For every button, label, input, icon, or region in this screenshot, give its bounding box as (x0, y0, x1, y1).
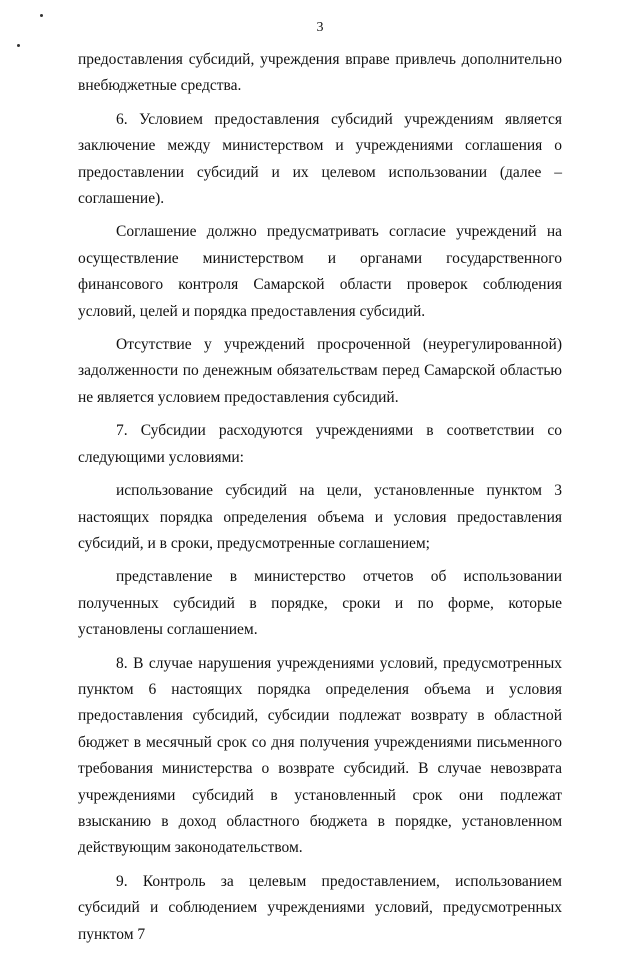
paragraph-condition-reports: представление в министерство отчетов об использовании полученных субсидий в порядке, сроки и по форме, которые установлены соглашением. (78, 568, 562, 639)
page-number: 3 (316, 20, 324, 35)
paragraph-item-6: 6. Условием предоставления субсидий учреждениям является заключение между министерством и учреждениями соглашения о предоставлении субсидий и их целевом использовании (далее – соглашение). (78, 110, 562, 208)
document-body (78, 47, 562, 955)
paragraph-item-9: 9. Контроль за целевым предоставлением, использованием субсидий и соблюдением учреждениями условий, предусмотренных пунктом 7 (78, 872, 562, 943)
scan-speck (17, 44, 20, 47)
paragraph-item-7: 7. Субсидии расходуются учреждениями в соответствии со следующими условиями: (78, 422, 562, 466)
paragraph-no-debt: Отсутствие у учреждений просроченной (неурегулированной) задолженности по денежным обязательствам перед Самарской областью не является условием предоставления субсидий. (78, 336, 562, 406)
paragraph-condition-use: использование субсидий на цели, установленные пунктом 3 настоящих порядка определения объема и условия предоставления субсидий, и в сроки, предусмотренные соглашением; (78, 482, 562, 552)
scan-speck (40, 14, 43, 17)
paragraph-agreement: Соглашение должно предусматривать согласие учреждений на осуществление министерством и органами государственного финансового контроля Самарской области проверок соблюдения условий, целей и порядка предоставления субсидий. (78, 223, 562, 320)
paragraph-item-8: 8. В случае нарушения учреждениями условий, предусмотренных пунктом 6 настоящих порядка определения объема и условия предоставления субсидий, субсидии подлежат возврату в областной бюджет в месячный срок со дня получения учреждениями письменного требования министерства о возврате субсидий. В случае невозврата учреждениями субсидий в установленный срок они подлежат взысканию в доход областного бюджета в порядке, установленном действующим законодательством. (78, 654, 562, 857)
paragraph-continuation: предоставления субсидий, учреждения вправе привлечь дополнительно внебюджетные средства. (78, 51, 562, 95)
